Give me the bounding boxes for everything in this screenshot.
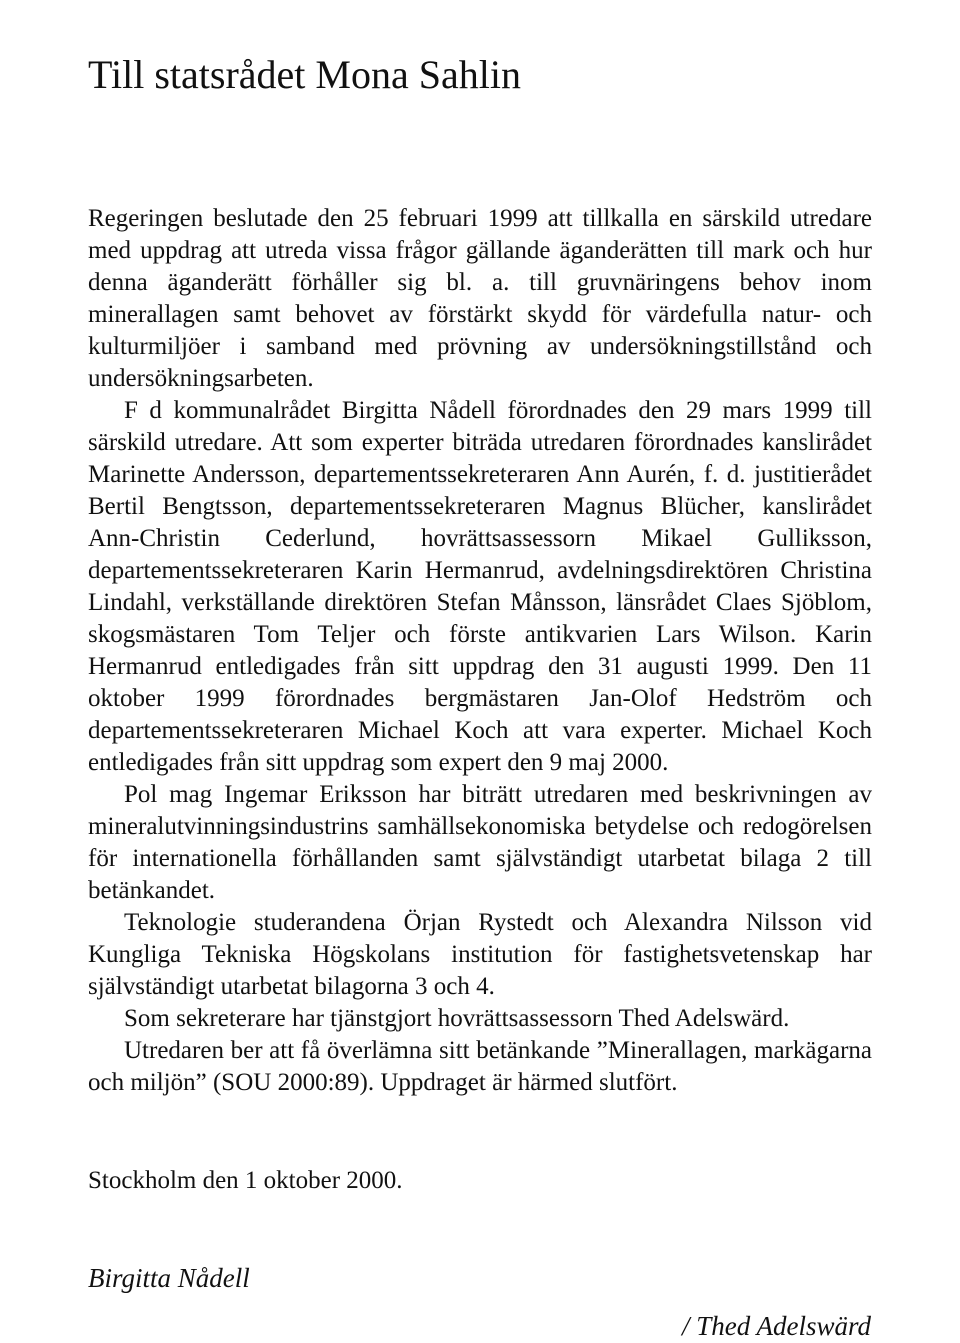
body-text: [88, 203, 872, 1099]
signature-chair: Birgitta Nådell: [88, 1263, 250, 1293]
signature-secretary: / Thed Adelswärd: [682, 1311, 872, 1341]
paragraph-submission: Utredaren ber att få överlämna sitt betänkande ”Minerallagen, markägarna och miljön” (SOU 2000:89). Uppdraget är härmed slutfört.: [88, 1037, 872, 1096]
paragraph-students: Teknologie studerandena Örjan Rystedt och Alexandra Nilsson vid Kungliga Tekniska Högskolans institution för fastighetsvetenskap har självständigt utarbetat bilagorna 3 och 4.: [88, 909, 872, 1000]
paragraph-appointments: F d kommunalrådet Birgitta Nådell förordnades den 29 mars 1999 till särskild utredare. Att som experter biträda utredaren förordnades kanslirådet Marinette Andersson, departementssekreteraren Ann Aurén, f. d. justitierådet Bertil Bengtsson, departementssekreteraren Magnus Blücher, kanslirådet Ann-Christin Cederlund, hovrättsassessorn Mikael Gulliksson, departementssekreteraren Karin Hermanrud, avdelningsdirektören Christina Lindahl, verkställande direktören Stefan Månsson, länsrådet Claes Sjöblom, skogsmästaren Tom Teljer och förste antikvarien Lars Wilson. Karin Hermanrud entledigades från sitt uppdrag den 31 augusti 1999. Den 11 oktober 1999 förordnades bergmästaren Jan-Olof Hedström och departementssekreteraren Michael Koch att vara experter. Michael Koch entledigades från sitt uppdrag som expert den 9 maj 2000.: [88, 397, 872, 776]
paragraph-assignment: Regeringen beslutade den 25 februari 1999 att tillkalla en särskild utredare med uppdrag att utreda vissa frågor gällande äganderätten till mark och hur denna äganderätt förhåller sig bl. a. till gruvnäringens behov inom minerallagen samt behovet av förstärkt skydd för värdefulla natur- och kulturmiljöer i samband med prövning av undersökningstillstånd och undersökningsarbeten.: [88, 205, 872, 392]
document-title: Till statsrådet Mona Sahlin: [88, 52, 521, 97]
paragraph-eriksson: Pol mag Ingemar Eriksson har biträtt utredaren med beskrivningen av mineralutvinningsindustrins samhällsekonomiska betydelse och redogörelsen för internationella förhållanden samt självständigt utarbetat bilaga 2 till betänkandet.: [88, 781, 872, 904]
paragraph-secretary: Som sekreterare har tjänstgjort hovrättsassessorn Thed Adelswärd.: [124, 1005, 790, 1032]
place-and-date: Stockholm den 1 oktober 2000.: [88, 1167, 403, 1194]
